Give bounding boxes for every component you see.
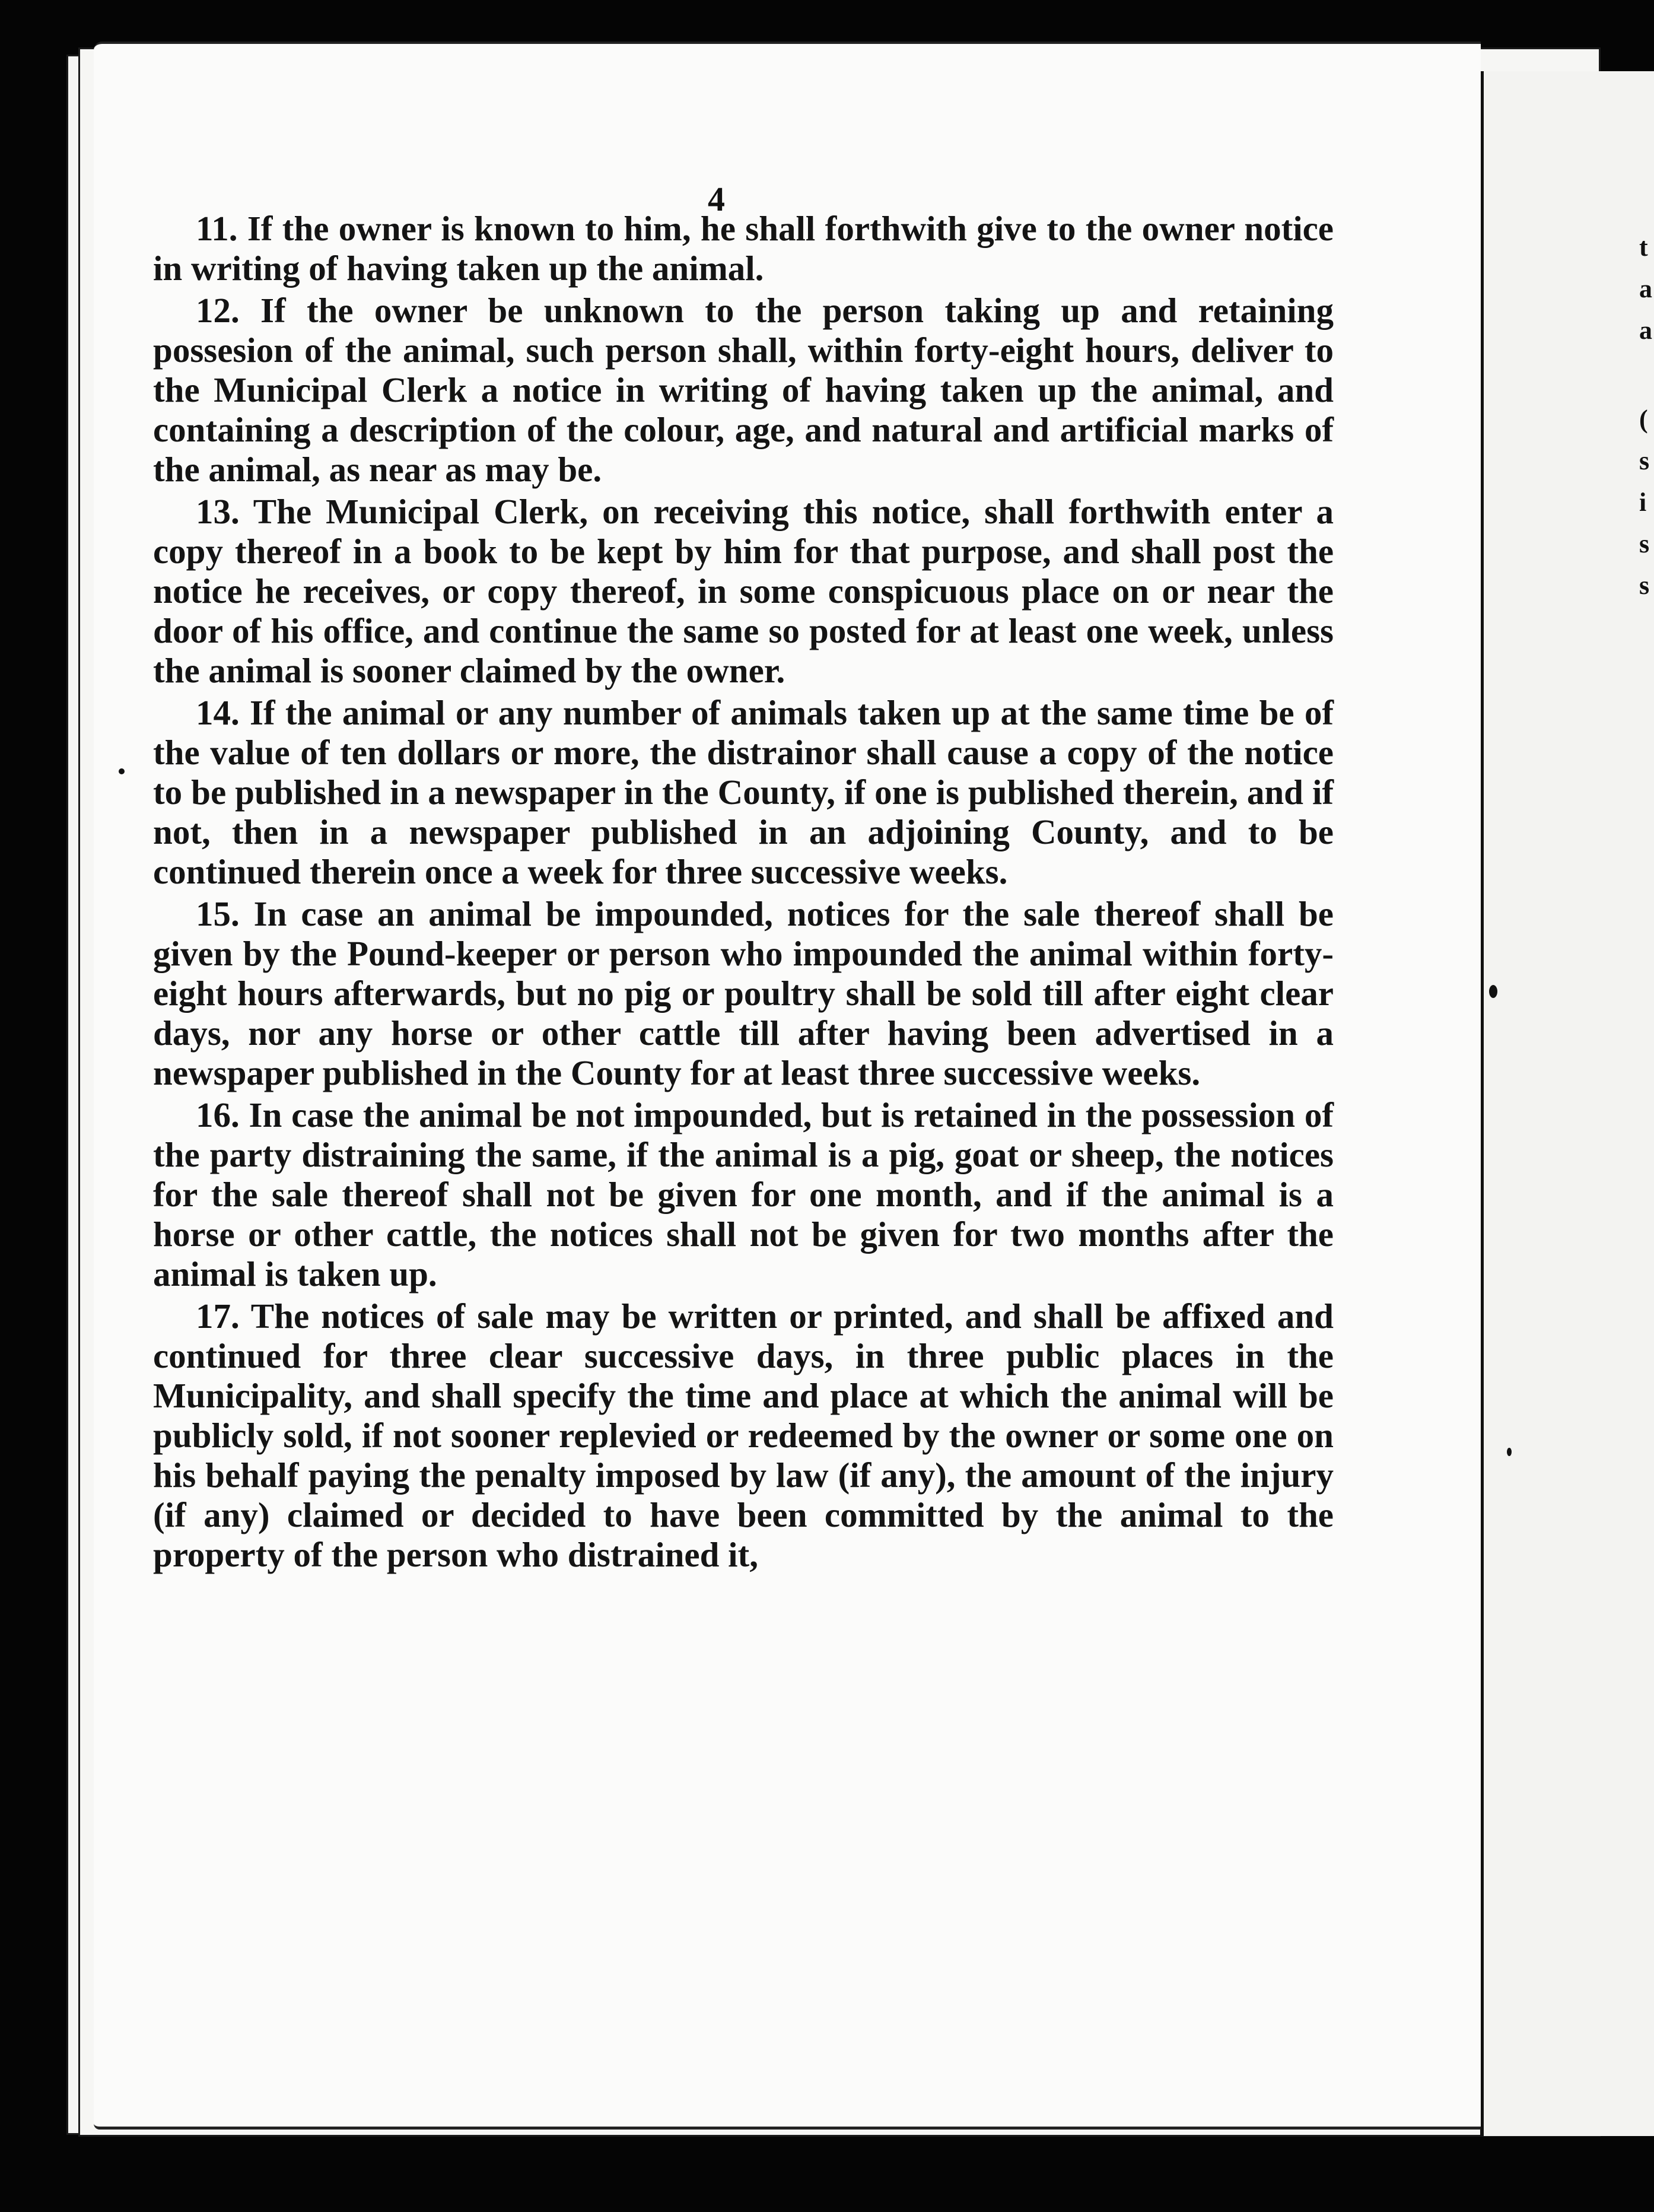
ink-speck [119, 768, 125, 774]
fold-mark: i [1639, 488, 1647, 517]
section-14: 14. If the animal or any number of animals taken up at the same time be of the value of ten dollars or more, the distrainor shall cause a copy of the notice to be published in a newspaper in the County, if one is published therein, and if not, then in a newspaper published in an adjoining County, and to be continued therein once a week for three successive weeks. [153, 693, 1334, 891]
section-11: 11. If the owner is known to him, he shall forthwith give to the owner notice in writing of having taken up the animal. [153, 209, 1334, 288]
fold-mark: a [1639, 274, 1652, 303]
section-13: 13. The Municipal Clerk, on receiving this notice, shall forthwith enter a copy thereof in a book to be kept by him for that purpose, and shall post the notice he receives, or copy thereof, in some conspicuous place on or near the door of his office, and continue the same so posted for at least one week, unless the animal is sooner claimed by the owner. [153, 492, 1334, 690]
ink-speck [1489, 985, 1497, 998]
fold-mark: s [1639, 571, 1650, 600]
adjacent-page-fold [1480, 71, 1654, 2136]
fold-mark: t [1639, 233, 1648, 262]
section-12: 12. If the owner be unknown to the person taking up and retaining possesion of the animal, such person shall, within forty-eight hours, deliver to the Municipal Clerk a notice in writing of having taken up the animal, and containing a description of the colour, age, and natural and artificial marks of the animal, as near as may be. [153, 291, 1334, 489]
fold-mark: a [1639, 316, 1652, 345]
fold-mark: ( [1639, 405, 1648, 434]
fold-mark: s [1639, 446, 1650, 475]
fold-mark: s [1639, 529, 1650, 558]
ink-speck [1507, 1448, 1512, 1456]
statute-text [153, 209, 1334, 1576]
page-number: 4 [708, 180, 725, 218]
section-15: 15. In case an animal be impounded, notices for the sale thereof shall be given by the Pound-keeper or person who impounded the animal within forty-eight hours afterwards, but no pig or poultry shall be sold till after eight clear days, nor any horse or other cattle till after having been advertised in a newspaper published in the County for at least three successive weeks. [153, 894, 1334, 1092]
section-16: 16. In case the animal be not impounded, but is retained in the possession of the party distraining the same, if the animal is a pig, goat or sheep, the notices for the sale thereof shall not be given for one month, and if the animal is a horse or other cattle, the notices shall not be given for two months after the animal is taken up. [153, 1095, 1334, 1293]
section-17: 17. The notices of sale may be written or printed, and shall be affixed and continued for three clear successive days, in three public places in the Municipality, and shall specify the time and place at which the animal will be publicly sold, if not sooner replevied or redeemed by the owner or some one on his behalf paying the penalty imposed by law (if any), the amount of the injury (if any) claimed or decided to have been committed by the animal to the property of the person who distrained it, [153, 1296, 1334, 1574]
